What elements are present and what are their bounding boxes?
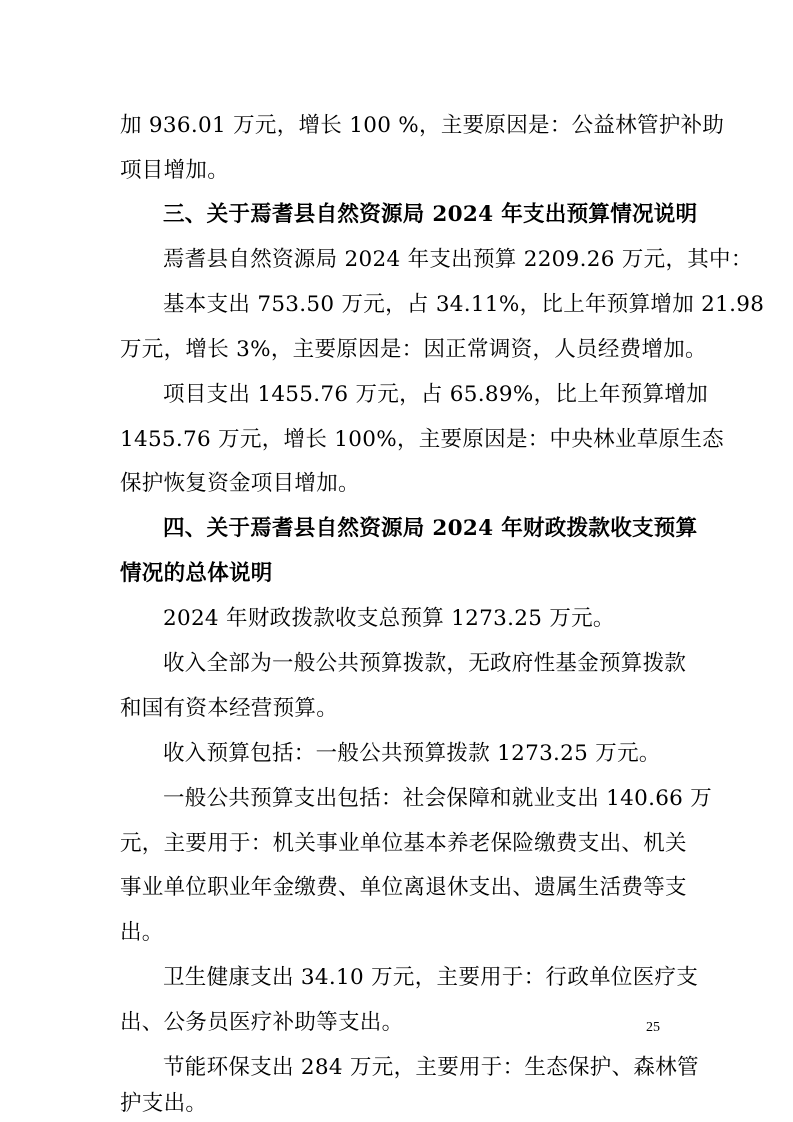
paragraph-line: 1455.76 万元，增长 100%，主要原因是：中央林业草原生态: [120, 427, 724, 452]
section-heading: 情况的总体说明: [120, 561, 273, 586]
section-heading: 四、关于焉耆县自然资源局 2024 年财政拨款收支预算: [163, 516, 698, 541]
paragraph-line: 焉耆县自然资源局 2024 年支出预算 2209.26 万元，其中：: [163, 247, 753, 272]
paragraph-line: 和国有资本经营预算。: [120, 696, 339, 721]
paragraph-line: 2024 年财政拨款收支总预算 1273.25 万元。: [163, 606, 615, 631]
paragraph-line: 收入预算包括：一般公共预算拨款 1273.25 万元。: [163, 741, 661, 766]
paragraph-line: 出。: [120, 920, 164, 945]
paragraph-line: 加 936.01 万元，增长 100 %，主要原因是：公益林管护补助: [120, 113, 725, 138]
paragraph-line: 项目支出 1455.76 万元，占 65.89%，比上年预算增加: [163, 382, 708, 407]
paragraph-line: 一般公共预算支出包括：社会保障和就业支出 140.66 万: [163, 786, 713, 811]
page-number: 25: [646, 1020, 660, 1035]
paragraph-line: 出、公务员医疗补助等支出。: [120, 1010, 404, 1035]
paragraph-line: 基本支出 753.50 万元，占 34.11%，比上年预算增加 21.98: [163, 292, 765, 317]
paragraph-line: 元，主要用于：机关事业单位基本养老保险缴费支出、机关: [120, 831, 687, 856]
section-heading: 三、关于焉耆县自然资源局 2024 年支出预算情况说明: [163, 202, 698, 227]
paragraph-line: 护支出。: [120, 1091, 208, 1116]
paragraph-line: 卫生健康支出 34.10 万元，主要用于：行政单位医疗支: [163, 965, 699, 990]
paragraph-line: 收入全部为一般公共预算拨款，无政府性基金预算拨款: [163, 651, 687, 676]
paragraph-line: 项目增加。: [120, 158, 230, 183]
paragraph-line: 事业单位职业年金缴费、单位离退休支出、遗属生活费等支: [120, 875, 687, 900]
paragraph-line: 保护恢复资金项目增加。: [120, 471, 360, 496]
paragraph-line: 节能环保支出 284 万元，主要用于：生态保护、森林管: [163, 1055, 699, 1080]
paragraph-line: 万元，增长 3%，主要原因是：因正常调资，人员经费增加。: [120, 337, 707, 362]
